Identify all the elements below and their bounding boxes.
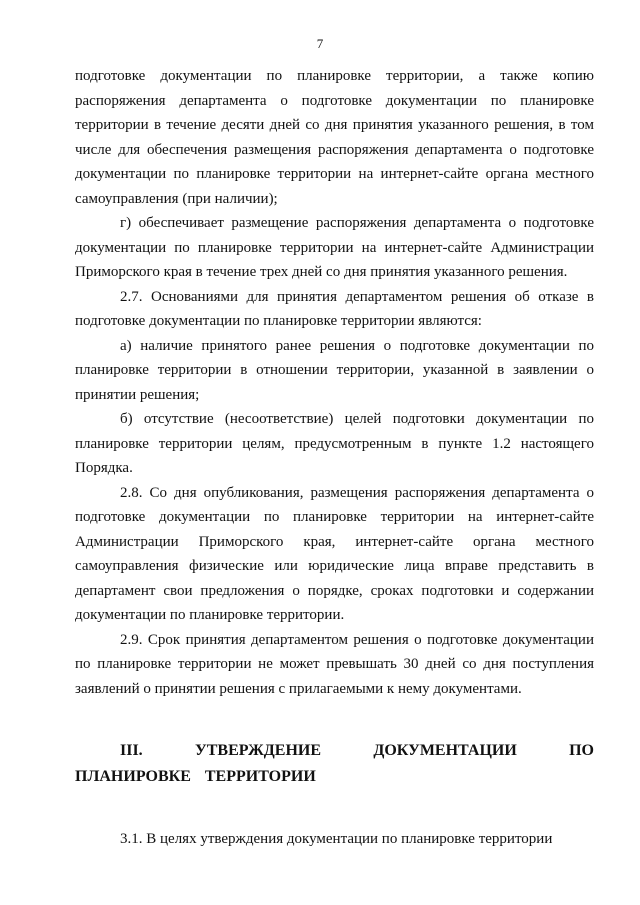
paragraph-2-7: 2.7. Основаниями для принятия департаментом решения об отказе в подготовке документации по планировке территории являются: [75, 288, 594, 329]
paragraph-item-a: а) наличие принятого ранее решения о подготовке документации по планировке территории в отношении территории, указанной в заявлении о принятии решения; [75, 337, 594, 403]
paragraph-2-9: 2.9. Срок принятия департаментом решения о подготовке документации по планировке территории не может превышать 30 дней со дня поступления заявлений о принятии решения с прилагаемыми к нему документами. [75, 631, 594, 697]
paragraph-continuation: подготовке документации по планировке территории, а также копию распоряжения департамента о подготовке документации по планировке территории в течение десяти дней со дня принятия указанного решения, в том числе для обеспечения размещения распоряжения департамента о подготовке документации по планировке территории на интернет-сайте органа местного самоуправления (при наличии); [75, 68, 594, 207]
paragraph-3-1: 3.1. В целях утверждения документации по планировке территории [120, 831, 553, 847]
paragraph-item-g: г) обеспечивает размещение распоряжения департамента о подготовке документации по планировке территории на интернет-сайте Администрации Приморского края в течение трех дней со дня принятия указанного решения. [75, 215, 594, 280]
paragraph-2-8: 2.8. Со дня опубликования, размещения распоряжения департамента о подготовке документации по планировке территории на интернет-сайте Администрации Приморского края, интернет-сайте органа местного самоуправления физические или юридические лица вправе представить в департамент свои предложения о порядке, сроках подготовки и содержании документации по планировке территории. [75, 484, 594, 623]
paragraph-item-b: б) отсутствие (несоответствие) целей подготовки документации по планировке территории целям, предусмотренным в пункте 1.2 настоящего Порядка. [75, 411, 594, 476]
section-heading: III. УТВЕРЖДЕНИЕ ДОКУМЕНТАЦИИ ПО ПЛАНИРОВКЕ ТЕРРИТОРИИ [75, 742, 594, 785]
page-number: 7 [316, 36, 324, 51]
document-body [75, 64, 594, 852]
